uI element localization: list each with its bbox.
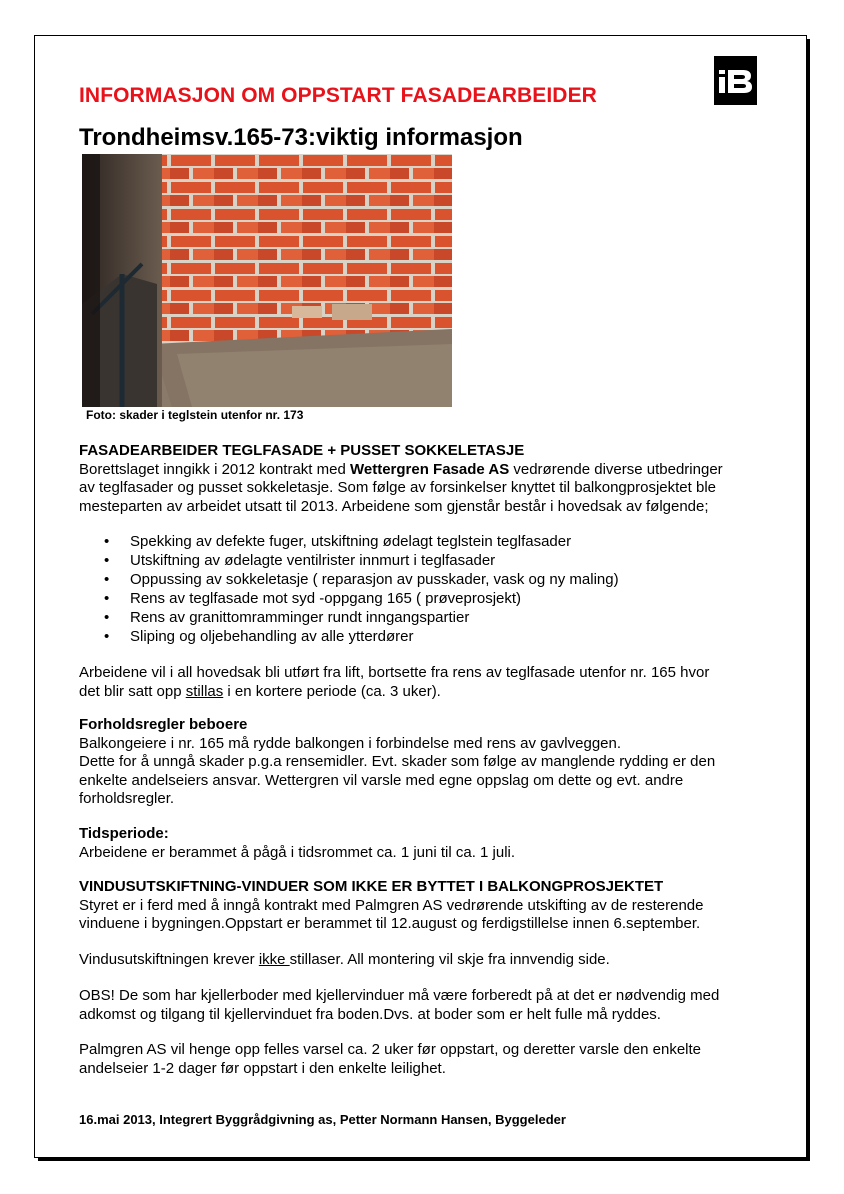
paragraph-line: vinduene i bygningen.Oppstart er berammet til 12.august og ferdigstillelse innen 6.september. (79, 915, 701, 932)
page-shadow (807, 39, 810, 1161)
paragraph-line (79, 461, 769, 480)
contractor-name: Wettergren Fasade AS (349, 460, 510, 478)
section-heading: Tidsperiode: (79, 825, 169, 842)
photo-caption: Foto: skader i teglstein utenfor nr. 173 (86, 408, 304, 422)
paragraph-line: forholdsregler. (79, 790, 175, 807)
section-period (79, 825, 769, 862)
lift-paragraph (79, 664, 769, 701)
list-item: • Utskiftning av ødelagte ventilrister innmurt i teglfasader (98, 551, 619, 570)
paragraph-line (79, 683, 769, 702)
paragraph-line: Palmgren AS vil henge opp felles varsel ca. 2 uker før oppstart, og deretter varsle den enkelte (79, 1041, 702, 1058)
notice-paragraph (79, 1041, 769, 1078)
ib-logo (714, 56, 757, 105)
text-run: vedrørende diverse utbedringer (509, 460, 723, 478)
paragraph-line: adkomst og tilgang til kjellervinduet fra boden.Dvs. at boder som er helt fulle må ryddes. (79, 1005, 661, 1023)
section-heading: VINDUSUTSKIFTNING-VINDUER SOM IKKE ER BYTTET I BALKONGPROSJEKTET (79, 878, 664, 895)
underlined-word: stillas (185, 682, 224, 700)
section-precautions (79, 716, 769, 809)
document-title: INFORMASJON OM OPPSTART FASADEARBEIDER (79, 84, 597, 107)
section-heading: FASADEARBEIDER TEGLFASADE + PUSSET SOKKELETASJE (79, 442, 525, 459)
section-windows (79, 878, 769, 934)
text-run: stillaser. All montering vil skje fra innvendig side. (289, 951, 610, 968)
list-item: • Oppussing av sokkeletasje ( reparasjon av pusskader, vask og ny maling) (98, 570, 619, 589)
paragraph-line: Balkongeiere i nr. 165 må rydde balkongen i forbindelse med rens av gavlveggen. (79, 734, 622, 752)
section-heading: Forholdsregler beboere (79, 716, 248, 733)
paragraph-line: andelseier 1-2 dager før oppstart i den enkelte leilighet. (79, 1059, 446, 1077)
list-item: • Rens av teglfasade mot syd -oppgang 165 ( prøveprosjekt) (98, 589, 619, 608)
paragraph-line: mesteparten av arbeidet utsatt til 2013. Arbeidene som gjenstår består i hovedsak av følgende; (79, 497, 709, 515)
text-run: det blir satt opp (79, 682, 186, 700)
underlined-word: ikke (258, 951, 290, 968)
paragraph-line: Arbeidene er berammet å pågå i tidsrommet ca. 1 juni til ca. 1 juli. (79, 843, 516, 861)
document-footer: 16.mai 2013, Integrert Byggrådgivning as, Petter Normann Hansen, Byggeleder (79, 1112, 566, 1127)
paragraph-line: OBS! De som har kjellerboder med kjellervinduer må være forberedt på at det er nødvendig med (79, 987, 720, 1004)
text-run: i en kortere periode (ca. 3 uker). (223, 682, 441, 700)
list-item: • Rens av granittomramminger rundt inngangspartier (98, 608, 619, 627)
paragraph-line: Styret er i ferd med å inngå kontrakt med Palmgren AS vedrørende utskifting av de resterende (79, 896, 704, 914)
paragraph-line: enkelte andelseiers ansvar. Wettergren vil varsle med egne oppslag om dette og evt. andre (79, 771, 684, 789)
list-item: • Sliping og oljebehandling av alle ytterdører (98, 627, 619, 646)
paragraph-line: av teglfasader og pusset sokkeletasje. Som følge av forsinkelser knyttet til balkongprosjektet ble (79, 479, 716, 496)
list-item: • Spekking av defekte fuger, utskiftning ødelagt teglstein teglfasader (98, 532, 619, 551)
paragraph-line (79, 951, 769, 970)
obs-paragraph (79, 987, 769, 1024)
text-run: Vindusutskiftningen krever (79, 951, 259, 968)
section-facade (79, 442, 769, 516)
scaffold-paragraph (79, 951, 769, 970)
brick-damage-photo (82, 154, 452, 407)
work-list (98, 532, 619, 646)
paragraph-line: Arbeidene vil i all hovedsak bli utført fra lift, bortsette fra rens av teglfasade utenfor nr. 165 hvor (79, 664, 710, 681)
page-shadow (38, 1158, 810, 1161)
paragraph-line: Dette for å unngå skader p.g.a rensemidler. Evt. skader som følge av manglende rydding er den (79, 753, 716, 770)
text-run: Borettslaget inngikk i 2012 kontrakt med (79, 460, 350, 478)
document-subtitle: Trondheimsv.165-73:viktig informasjon (79, 124, 523, 151)
